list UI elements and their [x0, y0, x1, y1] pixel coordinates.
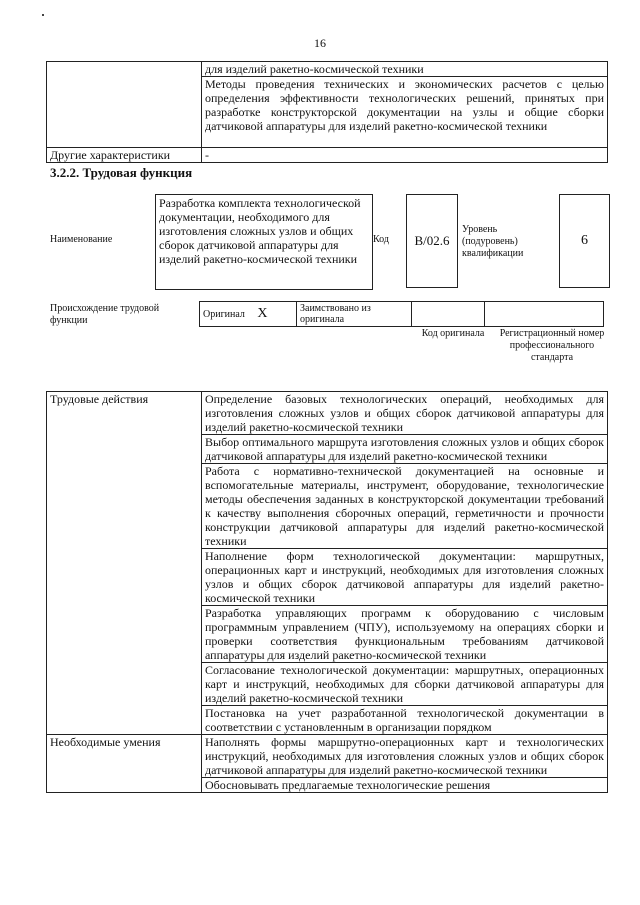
skills-label: Необходимые умения: [47, 735, 202, 793]
original-cell: [200, 302, 297, 327]
labour-actions-table: [46, 391, 608, 793]
actions-label: Трудовые действия: [47, 392, 202, 735]
action-item: Наполнение форм технологической документации: маршрутных, операционных карт и инструкций, необходимых для изготовления сложных узлов и общих сборок датчиковой аппаратуры для изделий ракетно-космической техники: [202, 549, 608, 606]
registration-caption: Регистрационный номер профессионального стандарта: [499, 328, 605, 363]
origin-table: [199, 301, 604, 327]
action-item: Разработка управляющих программ к оборудованию с числовым программным управлением (ЧПУ), используемому на операциях сборки и проверки соответствия функциональным требованиям датчиковой аппаратуры для изделий ракетно-космической техники: [202, 606, 608, 663]
action-item: Согласование технологической документации: маршрутных, операционных карт и инструкций, необходимых для сборки датчиковой аппаратуры для изделий ракетно-космической техники: [202, 663, 608, 706]
action-item: Работа с нормативно-технической документацией на основные и вспомогательные материалы, инструмент, оборудование, технологические методы обеспечения заданных в конструкторской документации требований к качеству выполнения сборочных операций, герметичности и прочности конструкции датчиковой аппаратуры для изделий ракетно-космической техники: [202, 464, 608, 549]
other-characteristics-value: -: [202, 148, 608, 163]
section-title: 3.2.2. Трудовая функция: [50, 165, 193, 180]
skill-item: Обосновывать предлагаемые технологические решения: [202, 778, 608, 793]
level-value: 6: [581, 233, 588, 248]
original-mark: X: [257, 306, 268, 321]
scan-dot: [42, 14, 44, 16]
action-item: Определение базовых технологических операций, необходимых для изготовления сложных узлов и общих сборок датчиковой аппаратуры для изделий ракетно-космической техники: [202, 392, 608, 435]
function-code: B/02.6: [414, 233, 450, 248]
level-label: Уровень (подуровень) квалификации: [462, 224, 524, 259]
code-caption: Код оригинала: [421, 328, 485, 339]
name-label: Наименование: [50, 234, 113, 245]
action-item: Выбор оптимального маршрута изготовления сложных узлов и общих сборок датчиковой аппаратуры для изделий ракетно-космической техники: [202, 435, 608, 464]
borrowed-cell: Заимствовано из оригинала: [297, 302, 412, 327]
page-number: 16: [314, 36, 326, 50]
origin-label: Происхождение трудовой функции: [50, 303, 160, 326]
continuation-text: для изделий ракетно-космической техники: [202, 62, 608, 77]
action-item: Постановка на учет разработанной технологической документации в соответствии с установленным в организации порядком: [202, 706, 608, 735]
empty-label-cell: [47, 62, 202, 148]
original-label: Оригинал: [203, 309, 245, 320]
level-box: [559, 194, 610, 288]
methods-text: Методы проведения технических и экономических расчетов с целью определения эффективности технологических решений, принятых при разработке конструкторской документации на узлы и общие сборки датчиковой аппаратуры для изделий ракетно-космической техники: [202, 77, 608, 148]
continuation-table: [46, 61, 608, 163]
origin-code-cell: [412, 302, 485, 327]
function-name-box: Разработка комплекта технологической документации, необходимого для изготовления сложных узлов и общих сборок датчиковой аппаратуры для изделий ракетно-космической техники: [155, 194, 373, 290]
skill-item: Наполнять формы маршрутно-операционных карт и технологических инструкций, необходимых для изготовления сложных узлов и общих сборок датчиковой аппаратуры для изделий ракетно-космической техники: [202, 735, 608, 778]
registration-number-cell: [485, 302, 604, 327]
code-label: Код: [373, 234, 389, 245]
other-characteristics-label: Другие характеристики: [47, 148, 202, 163]
function-code-box: [406, 194, 458, 288]
